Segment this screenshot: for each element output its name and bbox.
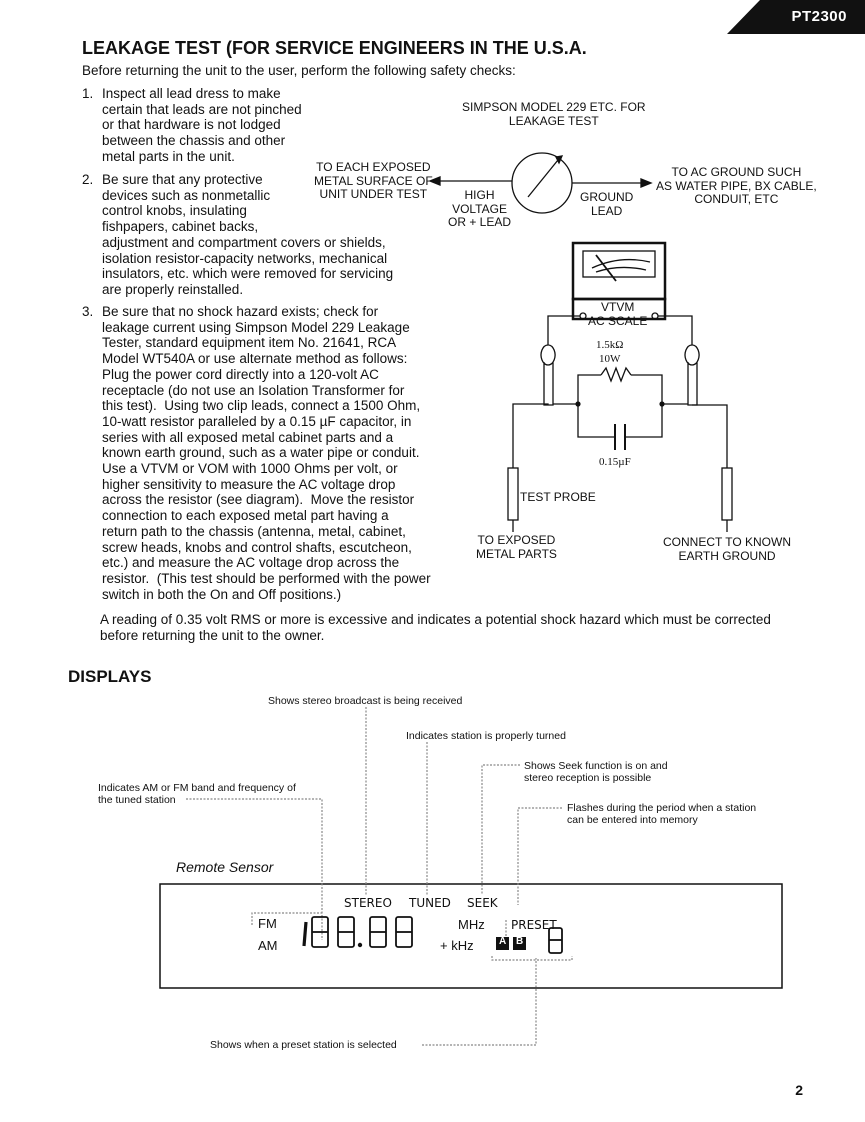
meter-circle xyxy=(512,153,572,213)
wire-probe xyxy=(513,404,548,468)
item2-text: Be sure that any protective devices such as nonmetallic control knobs, insulating fishpapers, cabinet backs, adjustment and compartment covers or shields, isolation resistor-capacity networks, mechanical insulators, etc. which were removed for servicing are properly reinstalled. xyxy=(102,172,394,297)
vtvm-window xyxy=(583,251,655,277)
unit-mhz: MHz xyxy=(458,917,485,932)
label-ground-lead: GROUND LEAD xyxy=(580,190,634,218)
wire-left-top xyxy=(548,316,580,345)
label-simpson: SIMPSON MODEL 229 ETC. FOR LEAKAGE TEST xyxy=(462,100,646,128)
preset-b: B xyxy=(516,936,524,947)
callout-preset-flash: Flashes during the period when a station can be entered into memory xyxy=(567,802,757,826)
ground-arrow xyxy=(641,179,651,187)
unit-khz: + kHz xyxy=(440,938,474,953)
digit-1 xyxy=(304,922,306,946)
remote-sensor-label: Remote Sensor xyxy=(176,859,274,875)
indicator-seek: SEEK xyxy=(467,896,498,910)
item1-text: Inspect all lead dress to make certain that leads are not pinched or that hardware is not lodged between the chassis and other metal parts in the unit. xyxy=(102,86,302,164)
label-connect-earth: CONNECT TO KNOWN EARTH GROUND xyxy=(663,535,792,563)
vtvm-scale2 xyxy=(596,267,646,272)
clip-right xyxy=(685,345,699,405)
net-left-bottom xyxy=(578,404,615,437)
meter-needle xyxy=(528,160,558,197)
display-graphics xyxy=(160,707,782,1045)
indicator-tuned: TUNED xyxy=(409,896,451,910)
indicator-preset: PRESET xyxy=(511,918,557,932)
displays-title: DISPLAYS xyxy=(68,667,152,686)
earth-probe xyxy=(722,468,732,520)
item2-number: 2. xyxy=(82,172,94,187)
decimal-point xyxy=(358,943,362,947)
item3-text: Be sure that no shock hazard exists; check for leakage current using Simpson Model 229 Leakage Tester, standard equipment item No. 21641, RCA Model WT540A or use alternate method as follows: Plug the power cord directly into a 120-volt AC receptacle (do not use an Isolation Transformer for this test). Using two clip leads, connect a 1500 Ohm, 10-watt resistor paralleled by a 0.15 µF capacitor, in series with all exposed metal cabinet parts and a known earth ground, such as a water pipe or conduit. Use a VTVM or VOM with 1000 Ohms per volt, or higher sensitivity to measure the AC voltage drop across the resistor (see diagram). Move the resistor connection to each exposed metal part having a return path to the chassis (antenna, metal, cabinet, screw heads, knobs and control shafts, escutcheon, etc.) and measure the AC voltage drop across the resistor. (This test should be performed with the power switch in both the On and Off positions.) xyxy=(102,304,431,602)
callout-tuned: Indicates station is properly turned xyxy=(406,730,566,742)
label-to-exposed-parts: TO EXPOSED METAL PARTS xyxy=(476,533,557,561)
clip-left xyxy=(541,345,555,405)
label-vtvm: VTVM AC SCALE xyxy=(588,300,648,328)
item1-number: 1. xyxy=(82,86,94,101)
label-high-voltage: HIGH VOLTAGE OR + LEAD xyxy=(448,188,512,229)
callout-leaders xyxy=(186,707,572,1045)
model-number: PT2300 xyxy=(791,8,847,25)
band-fm: FM xyxy=(258,916,277,931)
wire-earth xyxy=(692,405,727,468)
test-probe xyxy=(508,468,518,520)
net-right-bottom xyxy=(625,404,662,437)
label-capacitor: 0.15µF xyxy=(599,456,631,468)
item3-number: 3. xyxy=(82,304,94,319)
leakage-title: LEAKAGE TEST (FOR SERVICE ENGINEERS IN THE U.S.A. xyxy=(82,38,587,58)
wire-right-top xyxy=(658,316,692,345)
callout-seek: Shows Seek function is on and stereo reception is possible xyxy=(524,760,668,784)
net-left-top xyxy=(553,375,601,404)
leakage-intro: Before returning the unit to the user, perform the following safety checks: xyxy=(82,63,516,78)
preset-a: A xyxy=(499,936,507,947)
label-test-probe: TEST PROBE xyxy=(520,490,596,504)
junction-dots xyxy=(575,401,664,406)
callout-stereo: Shows stereo broadcast is being received xyxy=(268,695,463,707)
page-number: 2 xyxy=(795,1082,803,1098)
reading-warning: A reading of 0.35 volt RMS or more is excessive and indicates a potential shock hazard which must be corrected before returning the unit to the owner. xyxy=(100,612,771,643)
label-to-exposed-surface: TO EACH EXPOSED METAL SURFACE OF UNIT UNDER TEST xyxy=(314,160,433,201)
indicator-stereo: STEREO xyxy=(344,896,392,910)
callout-preset-selected: Shows when a preset station is selected xyxy=(210,1039,397,1051)
net-right-top xyxy=(631,375,688,404)
callout-band: Indicates AM or FM band and frequency of the tuned station xyxy=(98,782,296,806)
resistor-zigzag xyxy=(601,368,631,381)
label-resistor: 1.5kΩ 10W xyxy=(596,339,624,365)
label-to-ac-ground: TO AC GROUND SUCH AS WATER PIPE, BX CABLE, CONDUIT, ETC xyxy=(656,165,817,206)
band-am: AM xyxy=(258,938,278,953)
